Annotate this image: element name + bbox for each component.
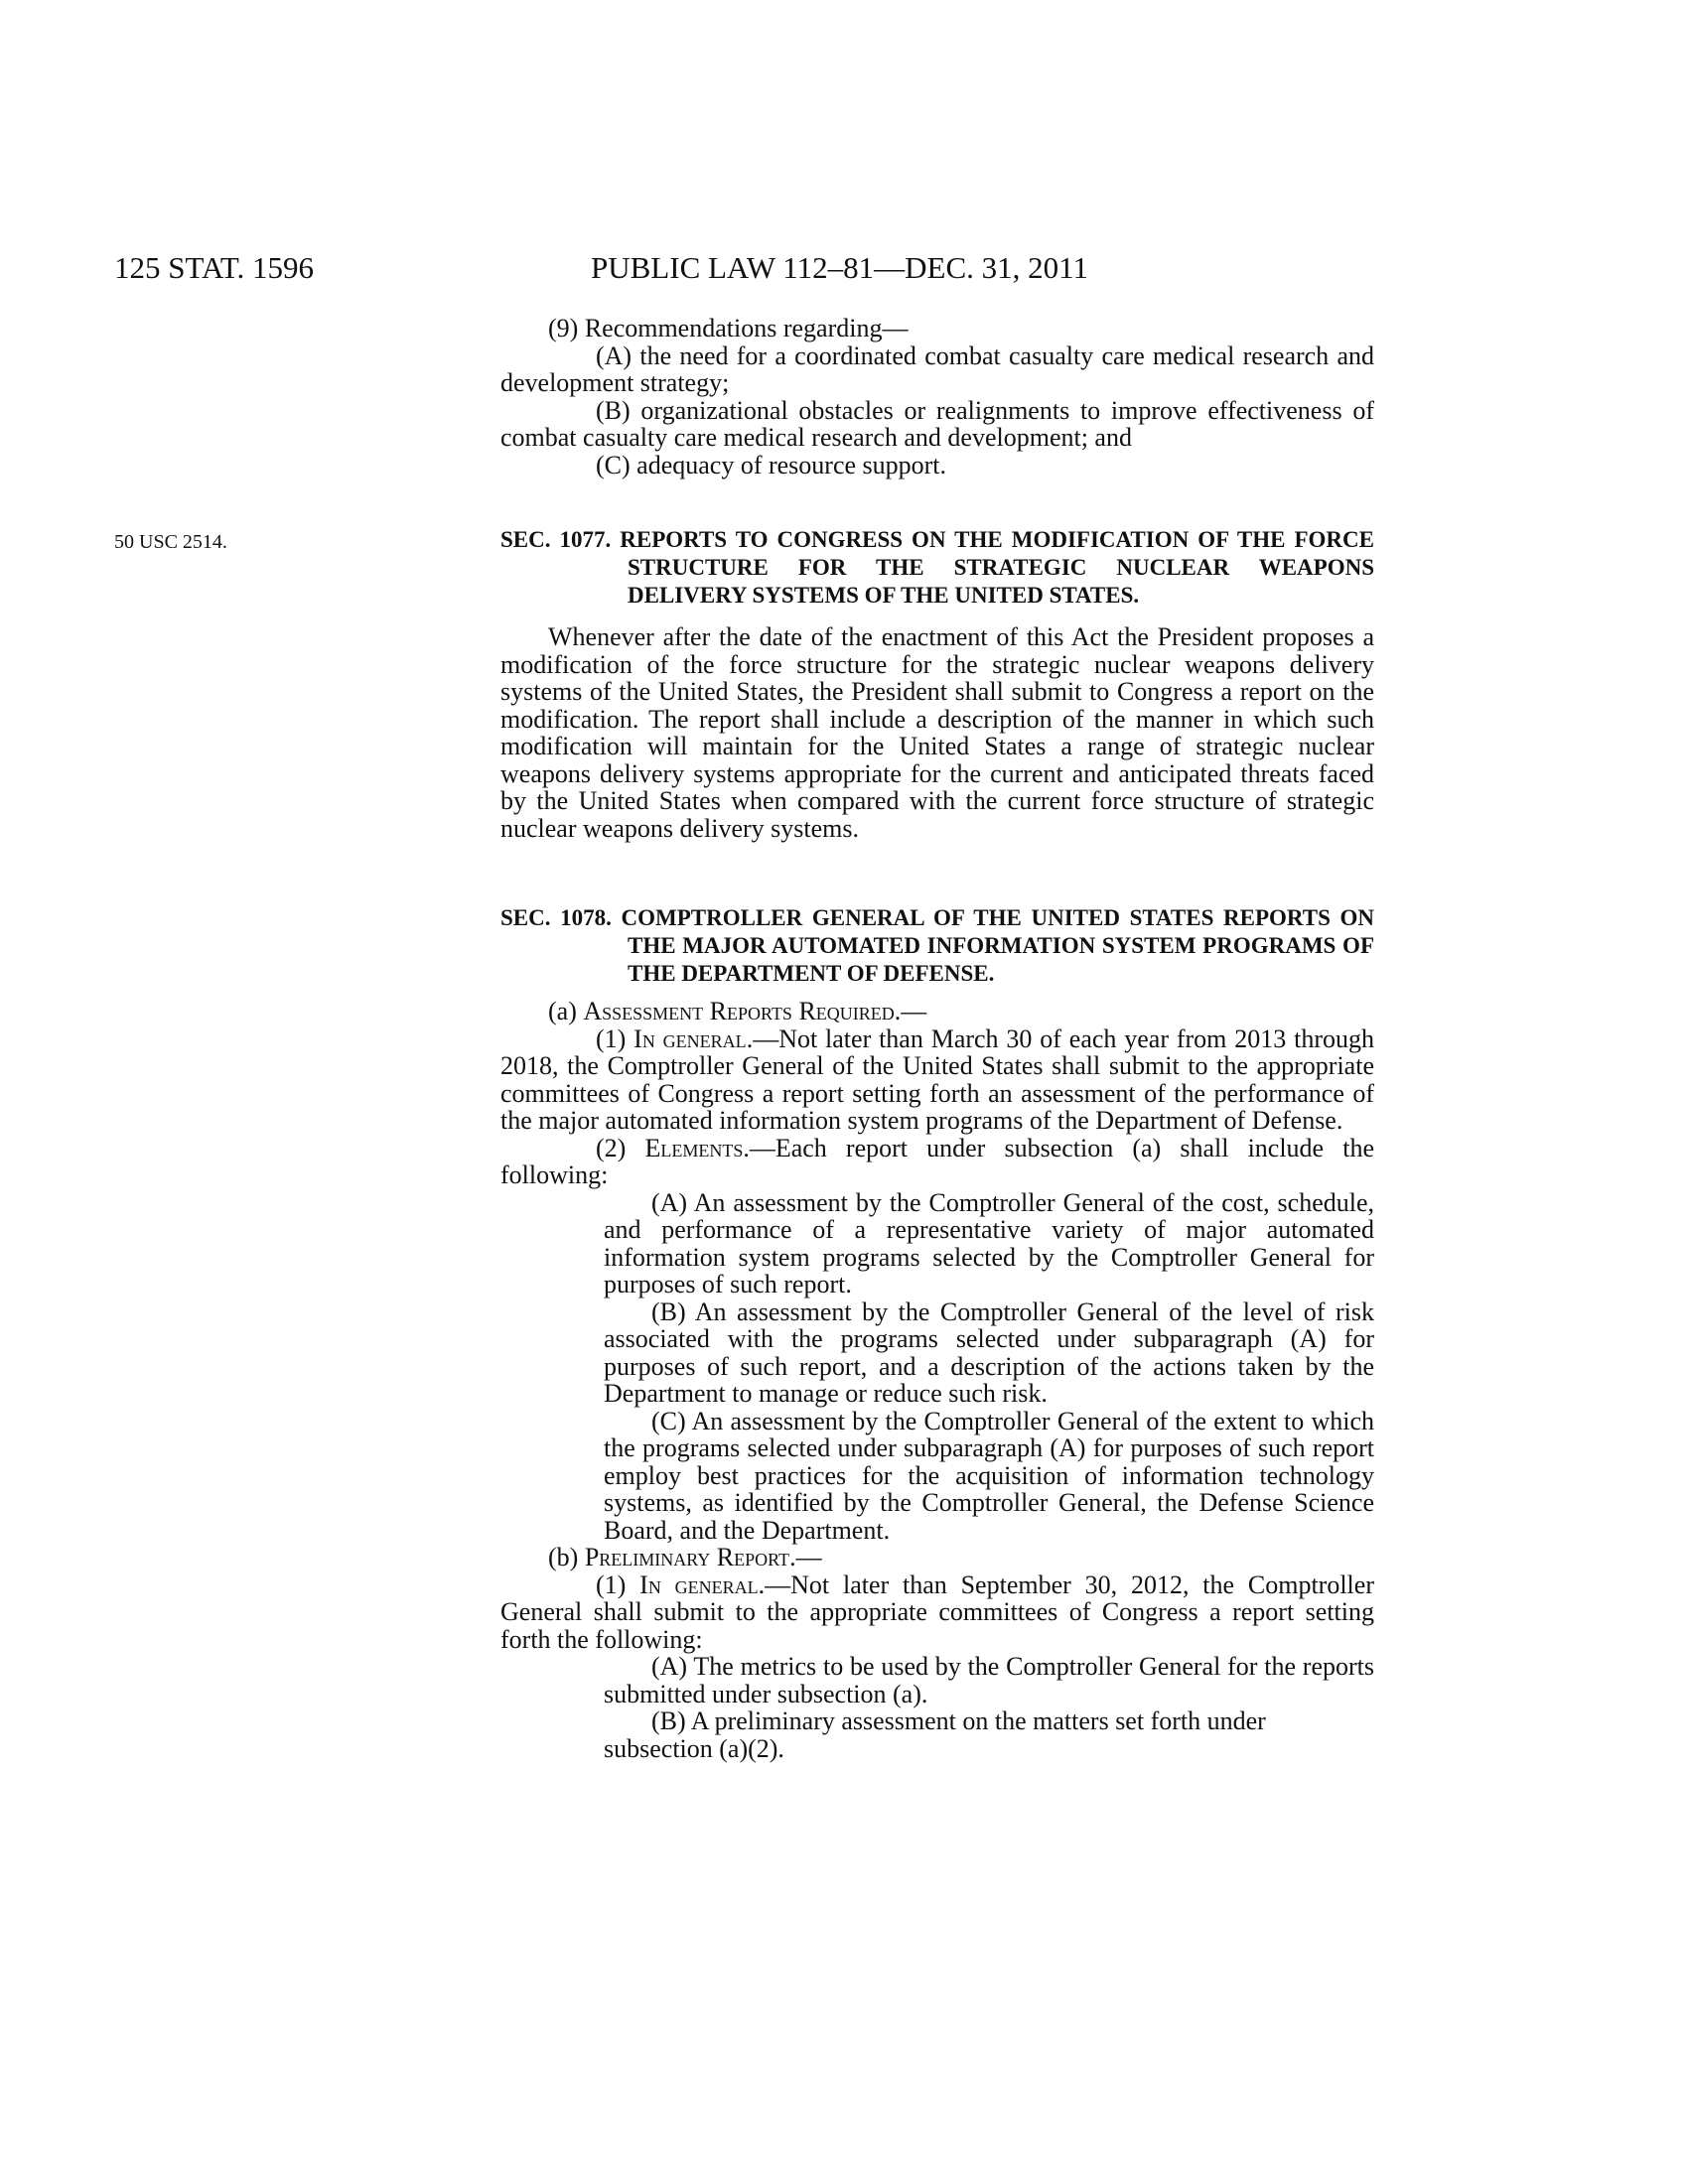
public-law-title: PUBLIC LAW 112–81—DEC. 31, 2011	[591, 250, 1088, 285]
para-a1: (1) In general.—Not later than March 30 of each year from 2013 through 2018, the Comptroller General of the United States shall submit to the appropriate committees of Congress a report setting forth an assessment of the performance of the major automated information system programs of the Department of Defense.	[500, 1024, 1374, 1135]
sec-1077-body: Whenever after the date of the enactment of this Act the President proposes a modification of the force structure for the strategic nuclear weapons delivery systems of the United States, the President shall submit to Congress a report on the modification. The report shall include a description of the manner in which such modification will maintain for the United States a range of strategic nuclear weapons delivery systems appropriate for the current and anticipated threats faced by the United States when compared with the current force structure of strategic nuclear weapons delivery systems.	[500, 622, 1374, 843]
para-a2-B: (B) An assessment by the Comptroller General of the level of risk associated with the programs selected under subparagraph (A) for purposes of such report, and a description of the actions taken by the Department to manage or reduce such risk.	[604, 1297, 1374, 1408]
sec-1078	[500, 904, 1374, 1762]
subsection-a-heading: (a) Assessment Reports Required.—	[548, 997, 927, 1025]
item-9-b: (B) organizational obstacles or realignments to improve effectiveness of combat casualty care medical research and development; and	[500, 395, 1374, 452]
usc-sidenote: 50 USC 2514.	[114, 531, 227, 553]
para-a2-title: Elements	[644, 1133, 744, 1162]
para-b1: (1) In general.—Not later than September 30, 2012, the Comptroller General shall submit to the appropriate committees of Congress a report setting forth the following:	[500, 1570, 1374, 1654]
para-b1-title: In general	[639, 1570, 759, 1599]
stat-page-number: 125 STAT. 1596	[114, 250, 315, 285]
subsection-b-title: Preliminary Report	[584, 1543, 790, 1571]
item-9-c: (C) adequacy of resource support.	[596, 450, 947, 479]
item-9-block	[500, 315, 1374, 478]
para-a2-A: (A) An assessment by the Comptroller General of the cost, schedule, and performance of a representative variety of major automated information system programs selected by the Comptroller General for purposes of such report.	[604, 1187, 1374, 1298]
para-b1-B: (B) A preliminary assessment on the matters set forth under subsection (a)(2).	[604, 1706, 1266, 1763]
item-9-a: (A) the need for a coordinated combat casualty care medical research and development strategy;	[500, 341, 1374, 397]
subsection-a-title: Assessment Reports Required	[583, 997, 895, 1025]
sec-1077-heading: SEC. 1077. REPORTS TO CONGRESS ON THE MODIFICATION OF THE FORCE STRUCTURE FOR THE STRATEGIC NUCLEAR WEAPONS DELIVERY SYSTEMS OF THE UNITED STATES.	[500, 527, 1374, 608]
item-9-intro: (9) Recommendations regarding—	[548, 314, 909, 342]
sec-1077	[500, 526, 1374, 842]
para-a2-C: (C) An assessment by the Comptroller General of the extent to which the programs selected under subparagraph (A) for purposes of such report employ best practices for the acquisition of information technology systems, as identified by the Comptroller General, the Defense Science Board, and the Department.	[604, 1406, 1374, 1545]
para-a2: (2) Elements.—Each report under subsection (a) shall include the following:	[500, 1133, 1374, 1189]
para-a1-title: In general	[633, 1024, 747, 1053]
subsection-b-heading: (b) Preliminary Report.—	[548, 1543, 822, 1571]
sec-1078-heading: SEC. 1078. COMPTROLLER GENERAL OF THE UNITED STATES REPORTS ON THE MAJOR AUTOMATED INFORMATION SYSTEM PROGRAMS OF THE DEPARTMENT OF DEFENSE.	[500, 905, 1374, 986]
para-b1-A: (A) The metrics to be used by the Comptroller General for the reports submitted under subsection (a).	[604, 1652, 1374, 1708]
